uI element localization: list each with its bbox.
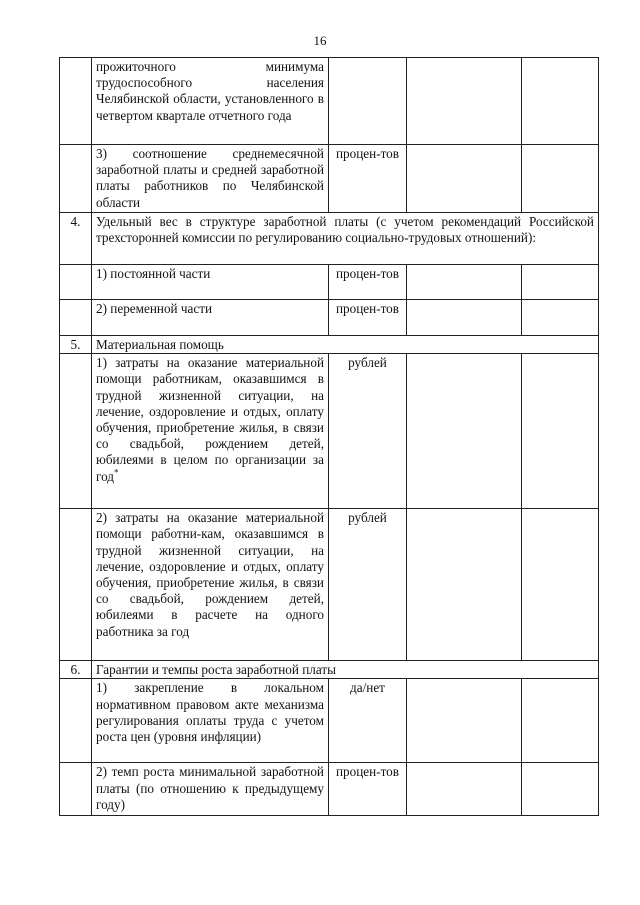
table-row (60, 265, 599, 300)
unit-of-measure (329, 58, 407, 145)
value-cell-previous (407, 679, 522, 763)
indicator-text: 1) закрепление в локальном нормативном правовом акте механизма регулирования оплаты труда с учетом роста цен (уровня инфляции) (96, 680, 324, 745)
indicator-description (92, 354, 329, 509)
indicator-description (92, 763, 329, 816)
row-number (60, 58, 92, 145)
value-cell-previous (407, 265, 522, 300)
table-row (60, 145, 599, 213)
table-row (60, 354, 599, 509)
value-cell-current (522, 265, 599, 300)
value-cell-current (522, 354, 599, 509)
value-cell-previous (407, 58, 522, 145)
value-cell-previous (407, 300, 522, 336)
section-row (60, 336, 599, 354)
section-title: Материальная помощь (92, 336, 599, 354)
indicator-text: 1) затраты на оказание материальной помощи работникам, оказавшимся в трудной жизненной ситуации, на лечение, оздоровление и отдых, оплату обучения, приобретение жилья, в связи со свадьбой, рождением детей, юбилеями в целом по организации за год (96, 355, 324, 484)
indicator-text: 2) затраты на оказание материальной помощи работни-кам, оказавшимся в трудной жизненной ситуации, на лечение, оздоровление и отдых, оплату обучения, приобретение жилья, в связи со свадьбой, рождением детей, юбилеями в расчете на одного работника за год (96, 510, 324, 639)
unit-of-measure: рублей (329, 509, 407, 661)
row-number (60, 679, 92, 763)
indicator-text: 2) темп роста минимальной заработной платы (по отношению к предыдущему году) (96, 764, 324, 812)
value-cell-previous (407, 509, 522, 661)
indicator-text: прожиточного минимума трудоспособного населения Челябинской области, установленного в четвертом квартале отчетного года (96, 59, 324, 123)
indicator-description (92, 679, 329, 763)
unit-of-measure: процен-тов (329, 145, 407, 213)
row-number (60, 354, 92, 509)
indicator-description (92, 58, 329, 145)
row-number: 4. (60, 213, 92, 265)
section-row (60, 661, 599, 679)
row-number (60, 509, 92, 661)
value-cell-previous (407, 145, 522, 213)
indicator-description (92, 145, 329, 213)
row-number (60, 145, 92, 213)
indicator-text: 3) соотношение среднемесячной заработной платы и средней заработной платы работников по Челябинской области (96, 146, 324, 210)
footnote-mark: * (114, 467, 119, 478)
value-cell-current (522, 58, 599, 145)
section-row (60, 213, 599, 265)
indicator-description (92, 509, 329, 661)
indicator-description (92, 300, 329, 336)
unit-of-measure: процен-тов (329, 763, 407, 816)
indicator-description (92, 265, 329, 300)
indicator-table (59, 57, 599, 816)
row-number: 6. (60, 661, 92, 679)
row-number (60, 763, 92, 816)
unit-of-measure: да/нет (329, 679, 407, 763)
page-number: 16 (313, 33, 327, 48)
row-number (60, 300, 92, 336)
indicator-text: 1) постоянной части (96, 266, 211, 281)
value-cell-current (522, 145, 599, 213)
table-row (60, 509, 599, 661)
table-row (60, 763, 599, 816)
row-number (60, 265, 92, 300)
unit-of-measure: рублей (329, 354, 407, 509)
section-title: Удельный вес в структуре заработной платы (с учетом рекомендаций Российской трехсторонней комиссии по регулированию социально-трудовых отношений): (92, 213, 599, 265)
value-cell-previous (407, 763, 522, 816)
table-row (60, 300, 599, 336)
table-row (60, 679, 599, 763)
section-title: Гарантии и темпы роста заработной платы (92, 661, 599, 679)
unit-of-measure: процен-тов (329, 300, 407, 336)
value-cell-current (522, 509, 599, 661)
indicator-text: 2) переменной части (96, 301, 213, 316)
value-cell-current (522, 763, 599, 816)
value-cell-previous (407, 354, 522, 509)
table-row (60, 58, 599, 145)
unit-of-measure: процен-тов (329, 265, 407, 300)
value-cell-current (522, 679, 599, 763)
value-cell-current (522, 300, 599, 336)
row-number: 5. (60, 336, 92, 354)
